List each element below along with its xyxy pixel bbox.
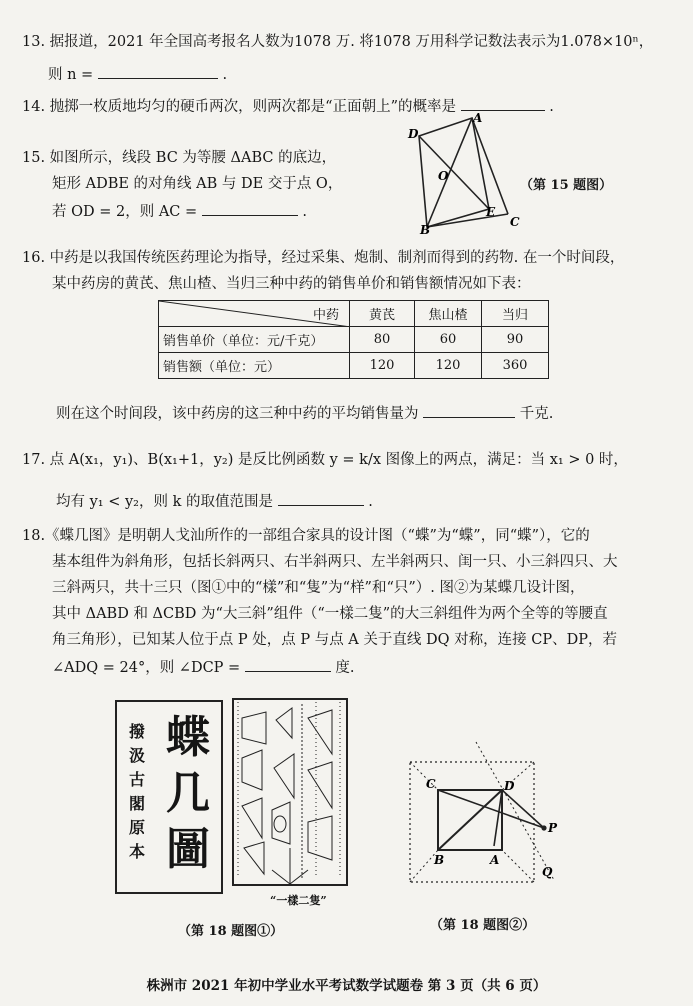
q18-line3: 三斜两只，共十三只（图①中的“樣”和“隻”为“样”和“只”）. 图②为某蝶几设计图，	[52, 580, 585, 596]
big-char: 几	[166, 768, 210, 819]
q15-prefix: 若 OD = 2，则 AC =	[52, 204, 198, 220]
q18-prefix: ∠ADQ = 24°，则 ∠DCP =	[52, 660, 241, 676]
corner-diagonal	[159, 301, 351, 327]
q15-label-o: O	[438, 169, 449, 183]
q16-line1: 16. 中药是以我国传统医药理论为指导，经过采集、炮制、制剂而得到的药物. 在一个时间段，	[22, 250, 625, 266]
q18-fig2-label-d: D	[504, 779, 515, 793]
q15-diagonal-ab	[427, 118, 472, 227]
big-char: 蝶	[166, 712, 210, 763]
small-char: 本	[129, 842, 146, 861]
q18-fig2-label-q: Q	[542, 865, 553, 879]
table-row-label: 销售单价（单位：元/千克）	[159, 327, 350, 353]
q15-figure	[400, 112, 530, 234]
q18-line1: 18.《蝶几图》是明朝人戈汕所作的一部组合家具的设计图（“蝶”为“蝶”，同“蝶”），它的	[22, 528, 590, 544]
q13-prefix: 则 n =	[48, 67, 94, 83]
q14-answer-blank[interactable]	[461, 110, 545, 111]
small-char: 撥	[129, 722, 146, 741]
table-cell: 80	[350, 327, 415, 353]
table-cell: 360	[482, 353, 549, 379]
q18-fig2-figure	[404, 740, 564, 890]
q13-line1: 13. 据报道，2021 年全国高考报名人数为1078 万. 将1078 万用科学记数法表示为1.078×10ⁿ，	[22, 34, 654, 50]
q17-end: .	[368, 494, 373, 510]
q17-line1: 17. 点 A(x₁，y₁)、B(x₁+1，y₂) 是反比例函数 y = k/x 图像上的两点，满足：当 x₁ > 0 时，	[22, 452, 628, 468]
q15-end: .	[302, 204, 307, 220]
q18-fig1-big-title	[163, 710, 213, 878]
q18-line2: 基本组件为斜角形，包括长斜两只、右半斜两只、左半斜两只、闺一只、小三斜四只、大	[52, 554, 618, 570]
table-cell: 60	[415, 327, 482, 353]
table-row-label: 销售额（单位：元）	[159, 353, 350, 379]
q15-side-ac	[472, 118, 508, 214]
big-char: 圖	[166, 824, 210, 875]
q15-label-a: A	[473, 112, 483, 125]
q15-label-e: E	[486, 205, 496, 219]
q16-answer-blank[interactable]	[423, 417, 515, 418]
q15-line3	[52, 200, 307, 221]
table-cell: 90	[482, 327, 549, 353]
q13-answer-blank[interactable]	[98, 78, 218, 79]
table-row	[159, 353, 549, 379]
q18-fig1-small-text	[129, 720, 151, 864]
q18-fig2-label-a: A	[490, 853, 500, 867]
q16-sales-table	[158, 300, 549, 379]
q15-line2: 矩形 ADBE 的对角线 AB 与 DE 交于点 O，	[52, 176, 343, 192]
q18-suffix: 度.	[335, 660, 355, 676]
q14-end: .	[549, 99, 554, 115]
q18-line4: 其中 ΔABD 和 ΔCBD 为“大三斜”组件（“一樣二隻”的大三斜组件为两个全等的等腰直	[52, 606, 608, 622]
q15-caption: （第 15 题图）	[520, 178, 613, 193]
q18-line5: 角三角形），已知某人位于点 P 处，点 P 与点 A 关于直线 DQ 对称，连接 CP、DP，若	[52, 632, 617, 648]
q15-answer-blank[interactable]	[202, 215, 298, 216]
q16-prefix: 则在这个时间段，该中药房的这三种中药的平均销售量为	[56, 406, 419, 422]
table-col-header: 黄芪	[350, 301, 415, 327]
q15-diagonal-de	[419, 136, 489, 209]
q17-line2	[56, 490, 373, 511]
table-header-row	[159, 301, 549, 327]
small-char: 原	[129, 818, 146, 837]
table-row	[159, 327, 549, 353]
q18-fig1-title-plate	[115, 700, 223, 894]
q14-text: 14. 抛掷一枚质地均匀的硬币两次，则两次都是“正面朝上”的概率是	[22, 99, 456, 115]
table-cell: 120	[350, 353, 415, 379]
q18-fig2-caption: （第 18 题图②）	[430, 918, 536, 933]
q18-fig2-label-b: B	[434, 853, 445, 867]
q16-line2: 某中药房的黄芪、焦山楂、当归三种中药的销售单价和销售额情况如下表：	[52, 276, 531, 292]
q16-suffix: 千克.	[519, 406, 554, 422]
small-char: 古	[129, 770, 146, 789]
page-footer: 株洲市 2021 年初中学业水平考试数学试题卷 第 3 页（共 6 页）	[146, 978, 547, 994]
q13-end: .	[222, 67, 228, 83]
q18-fig1-component-sheet	[232, 698, 348, 898]
q18-line6	[52, 656, 355, 677]
table-header-label: 中药	[312, 308, 339, 323]
table-col-header: 当归	[482, 301, 549, 327]
q18-fig2-label-c: C	[426, 777, 436, 791]
q15-label-b: B	[420, 223, 431, 234]
q15-line1: 15. 如图所示，线段 BC 为等腰 ΔABC 的底边，	[22, 150, 337, 166]
q16-line3	[56, 402, 553, 423]
table-cell: 120	[415, 353, 482, 379]
q18-fig1-caption: （第 18 题图①）	[178, 924, 284, 939]
small-char: 閣	[129, 794, 146, 813]
q13-line2	[48, 63, 227, 84]
q18-fig2-label-p: P	[548, 821, 558, 835]
q18-answer-blank[interactable]	[245, 671, 331, 672]
q17-prefix: 均有 y₁ < y₂，则 k 的取值范围是	[56, 494, 273, 510]
small-char: 汲	[129, 746, 146, 765]
table-col-header: 焦山楂	[415, 301, 482, 327]
q15-label-d: D	[408, 127, 419, 141]
q15-label-c: C	[510, 215, 520, 229]
table-corner-cell	[159, 301, 350, 327]
q18-fig1-note: “一樣二隻”	[270, 894, 327, 907]
q17-answer-blank[interactable]	[278, 505, 364, 506]
